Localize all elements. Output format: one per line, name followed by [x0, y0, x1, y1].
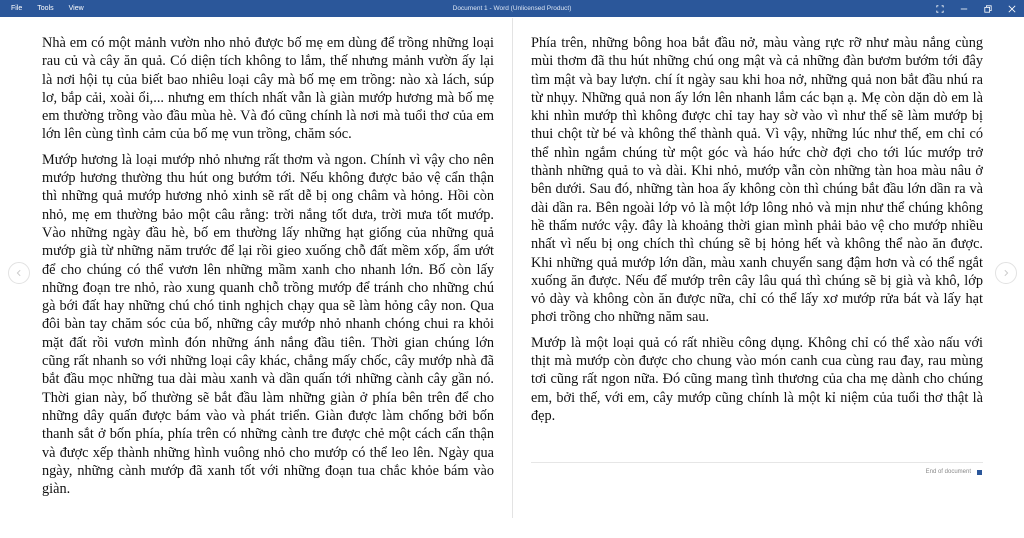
minimize-button[interactable]	[952, 0, 976, 17]
document-page-left	[42, 34, 494, 505]
restore-button[interactable]	[976, 0, 1000, 17]
fit-page-icon	[936, 5, 944, 13]
menu-bar	[0, 0, 94, 17]
paragraph: Phía trên, những bông hoa bắt đầu nở, màu vàng rực rỡ như màu nắng cùng mùi thơm đã thu hút những chú ong mật và cả những đàn bươm bướm tới đây tìm mật và bay lượn. chí ít ngày sau khi hoa nở, những quả non bắt đầu nhú ra từ nhụy. Những quả non ấy lớn lên nhanh lắm các bạn ạ. Mẹ còn dặn dò em là khi nhìn mướp thì không được chỉ tay hay sờ vào vì như thế sẽ làm mướp bị thui chột từ bé và không thể thành quả. Vì vậy, những lúc như thế, em chỉ có thể nhìn ngắm chúng từ một góc và háo hức chờ đợi cho tới lúc mướp trở thành những quả to và dài. Khi nhỏ, mướp vẫn còn những tàn hoa màu nâu ở bên dưới. Sau đó, những tàn hoa ấy không còn thì chúng bắt đầu lớn dần ra và dài dần ra. Bên ngoài lớp vỏ là một lớp lông nhỏ và mịn như thể chúng không hề thấm nước vậy. đây là khoảng thời gian mình phải bảo vệ cho mướp nhiều nhất vì nếu bị ong chích thì chúng sẽ bị hỏng hết và không thể nào ăn được. Khi những quả mướp lớn dần, màu xanh chuyển sang đậm hơn và có thể ngắt xuống ăn được. Nếu để mướp trên cây lâu quá thì chúng sẽ bị già và khô, lớp vỏ dày và không còn ăn được nữa, chỉ có thể lấy xơ mướp rửa bát và lấy hạt phơi trồng cho những năm sau.	[531, 35, 983, 326]
chevron-left-icon	[15, 269, 23, 277]
close-button[interactable]	[1000, 0, 1024, 17]
close-icon	[1008, 5, 1016, 13]
previous-page-button[interactable]	[8, 262, 30, 284]
paragraph: Nhà em có một mảnh vườn nho nhỏ được bố mẹ em dùng để trồng những loại rau củ và cây ăn quả. Có diện tích không to lắm, thế nhưng mảnh vườn ấy lại là nơi hội tụ của biết bao nhiêu loại cây mà bố mẹ em trồng: nào xà lách, súp lơ, bắp cải, xoài ổi,... nhưng em thích nhất vẫn là giàn mướp hương mà bố mẹ em thường trồng vào đầu mùa hè. Và đó cũng chính là nơi mà tuổi thơ của em lớn lên cùng tình cảm của bố mẹ vun trồng, chăm sóc.	[42, 35, 494, 143]
paragraph: Mướp hương là loại mướp nhỏ nhưng rất thơm và ngon. Chính vì vậy cho nên mướp hương thường thu hút ong bướm tới. Nếu không được bảo vệ cẩn thận thì những quả mướp hương nhỏ xinh sẽ rất dễ bị ong châm và hỏng. Hồi còn nhỏ, mẹ em thường bảo một câu rằng: trời nắng tốt dưa, trời mưa tốt mướp. Vào những ngày đầu hè, bố em thường lấy những hạt giống của những quả mướp già từ những năm trước để lại rồi gieo xuống chỗ đất mềm xốp, ẩm ướt để cho chúng có thể vươn lên những mầm xanh cho nhanh lớn. Bố còn lấy những đoạn tre nhỏ, rào xung quanh chỗ trồng mướp để tránh cho những chú gà bới đất hay những chú chó tinh nghịch chạy qua sẽ làm hỏng cây non. Qua đôi bàn tay chăm sóc của bố, những cây mướp nhỏ nhanh chóng chui ra khỏi mặt đất rồi vươn mình đón những ánh nắng đầu tiên. Thời gian chúng lớn cũng rất nhanh so với những loại cây khác, chẳng mấy chốc, cây mướp nhà đã bắt đầu mọc những tua dài màu xanh và dần quấn tới những cành cây gần nó. Thời gian này, bố thường sẽ bắt đầu làm những giàn ở phía bên trên để cho những dây quấn được bám vào và phát triển. Giàn được làm chống bởi bốn thanh sắt ở bốn phía, phía trên có những cành tre được chẻ một cách cẩn thận và được xếp thành những hình vuông nhỏ cho mướp có thể leo lên. Ngày qua ngày, những cành mướp đã xanh tốt với những đoạn tua chắc khỏe bám vào giàn.	[42, 151, 494, 498]
end-of-document-indicator	[926, 469, 982, 475]
end-of-document-label: End of document	[925, 469, 971, 475]
paragraph: Mướp là một loại quả có rất nhiều công dụng. Không chỉ có thể xào nấu với thịt mà mướp còn được cho chung vào món canh cua cùng rau đay, rau mùng tơi cũng rất ngon nữa. Đó cũng mang tình thương của cha mẹ dành cho chúng em, bởi thế, với em, cây mướp cũng chính là một kỉ niệm của tuổi thơ thật là đẹp.	[531, 334, 983, 424]
restore-icon	[984, 5, 992, 13]
document-page-right	[531, 34, 983, 432]
end-marker-icon	[977, 470, 982, 475]
menu-file[interactable]: File	[11, 5, 23, 12]
menu-tools[interactable]: Tools	[37, 5, 54, 12]
page-divider	[512, 18, 513, 518]
menu-view[interactable]: View	[68, 5, 84, 12]
next-page-button[interactable]	[995, 262, 1017, 284]
window-title: Document 1 - Word (Unlicensed Product)	[452, 5, 572, 12]
window-controls	[928, 0, 1024, 17]
end-of-document-rule	[531, 462, 983, 463]
chevron-right-icon	[1002, 269, 1010, 277]
minimize-icon	[960, 5, 968, 13]
fit-page-button[interactable]	[928, 0, 952, 17]
title-bar	[0, 0, 1024, 17]
